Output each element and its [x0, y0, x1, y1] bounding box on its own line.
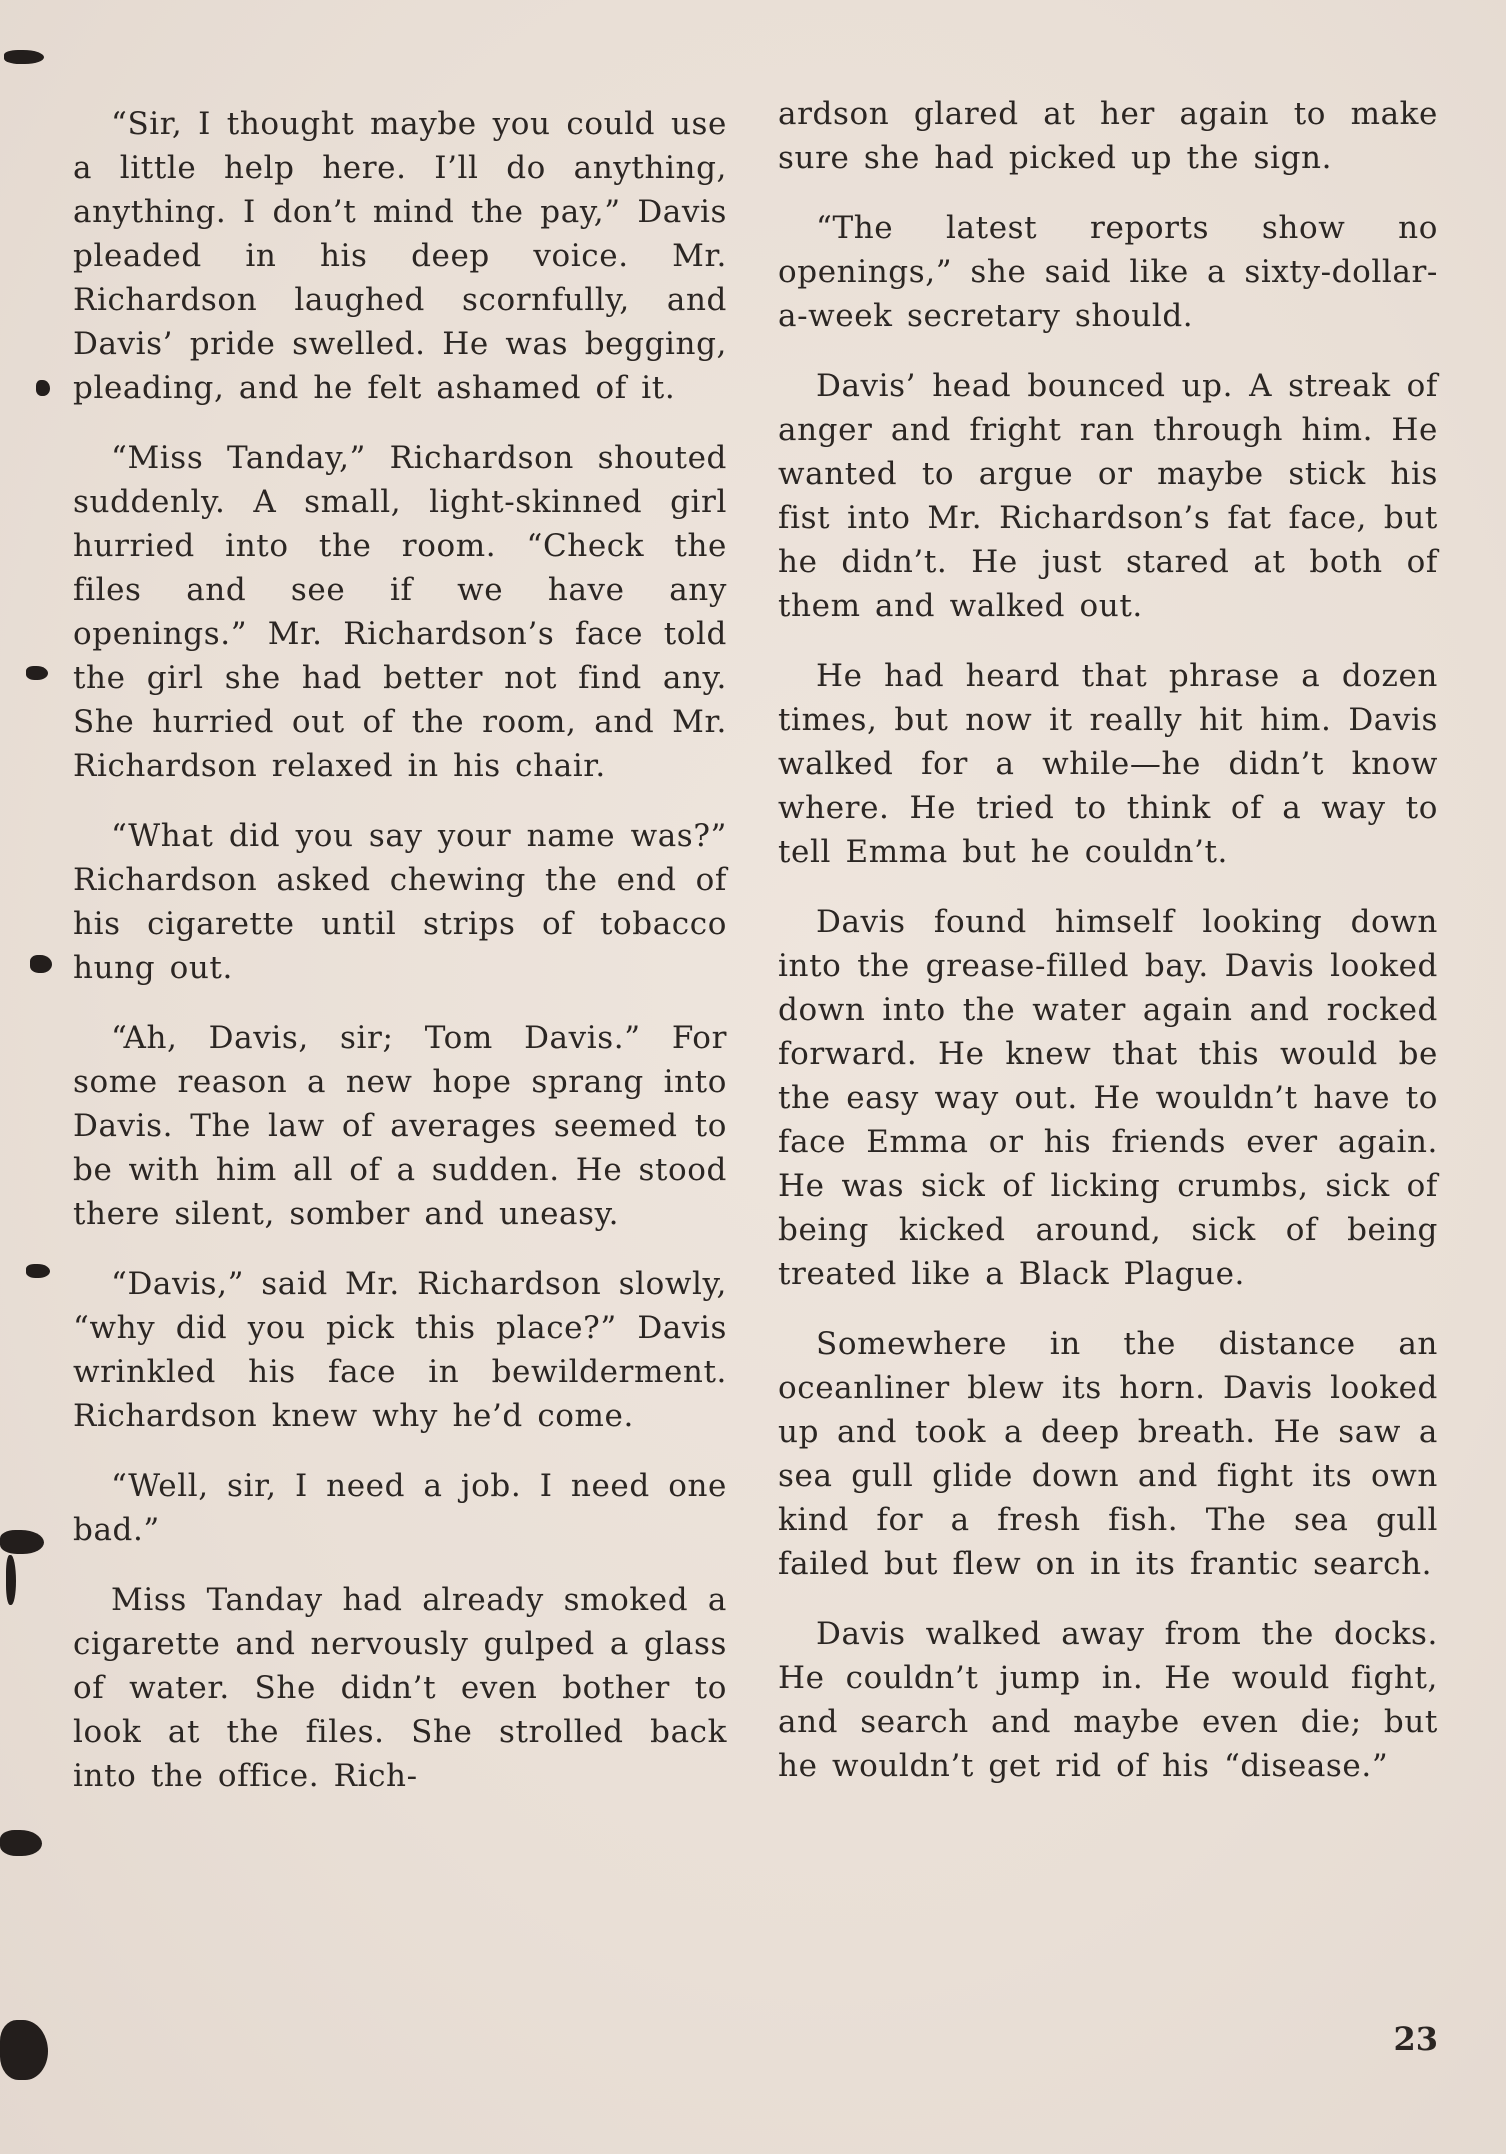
- paragraph: Miss Tanday had already smoked a cigarette and nervously gulped a glass of water. She didn’t even bother to look at the files. She strolled back into the office. Rich-: [73, 1582, 727, 1794]
- paragraph: Somewhere in the distance an oceanliner blew its horn. Davis looked up and took a deep breath. He saw a sea gull glide down and fight its own kind for a fresh fish. The sea gull failed but flew on in its frantic search.: [778, 1326, 1438, 1582]
- page-number: 23: [1393, 2020, 1438, 2058]
- paragraph: “The latest reports show no openings,” she said like a sixty-dollar-a-week secretary should.: [778, 210, 1438, 334]
- punch-hole-mark: [0, 1830, 42, 1856]
- paragraph: He had heard that phrase a dozen times, but now it really hit him. Davis walked for a while—he didn’t know where. He tried to think of a way to tell Emma but he couldn’t.: [778, 658, 1438, 870]
- punch-hole-mark: [4, 50, 44, 64]
- paragraph: Davis’ head bounced up. A streak of anger and fright ran through him. He wanted to argue or maybe stick his fist into Mr. Richardson’s fat face, but he didn’t. He just stared at both of them and walked out.: [778, 368, 1438, 624]
- punch-hole-mark: [26, 666, 48, 680]
- paragraph: “Well, sir, I need a job. I need one bad.”: [73, 1468, 727, 1548]
- paragraph: “Sir, I thought maybe you could use a little help here. I’ll do anything, anything. I don’t mind the pay,” Davis pleaded in his deep voice. Mr. Richardson laughed scornfully, and Davis’ pride swelled. He was begging, pleading, and he felt ashamed of it.: [73, 106, 727, 406]
- punch-hole-mark: [0, 1530, 44, 1554]
- paragraph: “What did you say your name was?” Richardson asked chewing the end of his cigarette until strips of tobacco hung out.: [73, 818, 727, 986]
- punch-hole-mark: [6, 1555, 16, 1605]
- punch-hole-mark: [0, 2020, 48, 2080]
- punch-hole-mark: [26, 1264, 50, 1278]
- paragraph: Davis walked away from the docks. He couldn’t jump in. He would fight, and search and maybe even die; but he wouldn’t get rid of his “disease.”: [778, 1616, 1438, 1784]
- paragraph: Davis found himself looking down into the grease-filled bay. Davis looked down into the water again and rocked forward. He knew that this would be the easy way out. He wouldn’t have to face Emma or his friends ever again. He was sick of licking crumbs, sick of being kicked around, sick of being treated like a Black Plague.: [778, 904, 1438, 1292]
- paragraph: “Miss Tanday,” Richardson shouted suddenly. A small, light-skinned girl hurried into the room. “Check the files and see if we have any openings.” Mr. Richardson’s face told the girl she had better not find any. She hurried out of the room, and Mr. Richardson relaxed in his chair.: [73, 440, 727, 784]
- paragraph: “Ah, Davis, sir; Tom Davis.” For some reason a new hope sprang into Davis. The law of averages seemed to be with him all of a sudden. He stood there silent, somber and uneasy.: [73, 1020, 727, 1232]
- paragraph: “Davis,” said Mr. Richardson slowly, “why did you pick this place?” Davis wrinkled his face in bewilderment. Richardson knew why he’d come.: [73, 1266, 727, 1434]
- left-text-column: [73, 102, 727, 1824]
- punch-hole-mark: [30, 955, 52, 973]
- right-text-column: [778, 92, 1438, 1814]
- paragraph-continued: ardson glared at her again to make sure she had picked up the sign.: [778, 96, 1438, 176]
- punch-hole-mark: [36, 380, 50, 396]
